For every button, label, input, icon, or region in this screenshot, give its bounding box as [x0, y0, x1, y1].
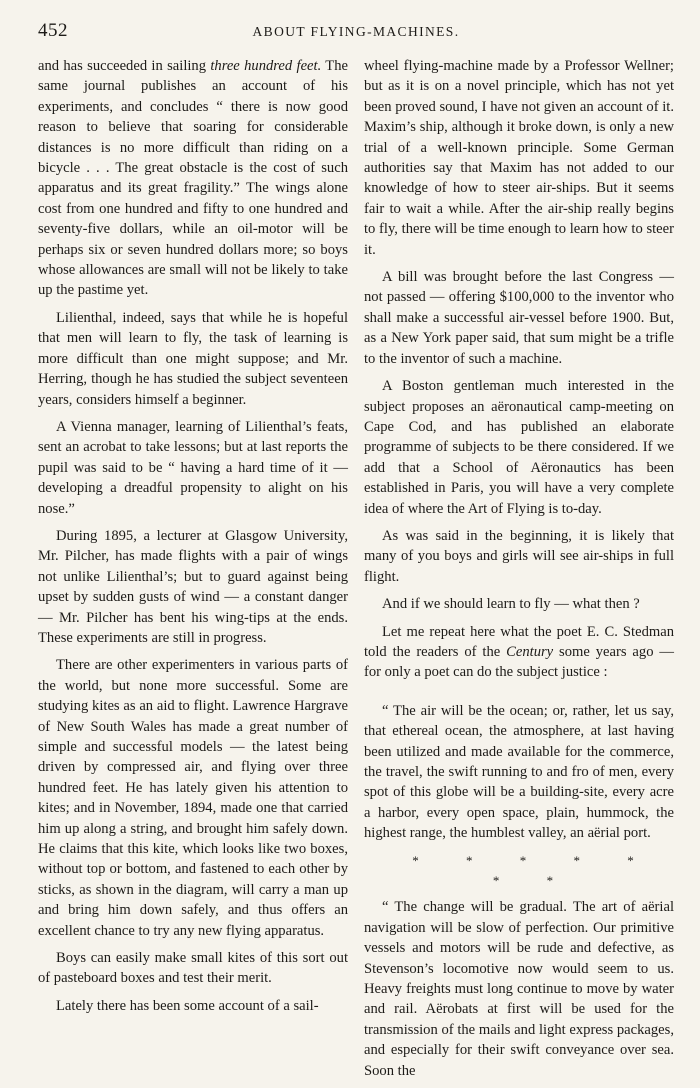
running-head: ABOUT FLYING-MACHINES.	[252, 24, 460, 39]
emphasis: Century	[506, 643, 554, 660]
page-number: 452	[38, 20, 68, 41]
paragraph: And if we should learn to fly — what then ?	[382, 596, 640, 613]
paragraph: As was said in the beginning, it is likely that many of you boys and girls will see air-ships in full flight.	[364, 527, 674, 585]
paragraph: Lilienthal, indeed, says that while he is hopeful that men will learn to fly, the task of learning is more difficult than one might suppose; and Mr. Herring, though he has studied the subject seventeen years, considers himself a beginner.	[38, 309, 348, 408]
text-columns	[38, 56, 674, 1088]
paragraph: and has succeeded in sailing three hundred feet. The same journal publishes an account of his experiments, and concludes “ there is now good reason to believe that soaring for considerable distances is no more difficult than riding on a bicycle . . . The great obstacle is the cost of such apparatus and its great fragility.” The wings alone cost from one hundred and fifty to one hundred and seventy-five dollars, while an oil-motor will be perhaps six or seven hundred dollars more; so boys whose allowances are small will not be likely to take up the pastime yet.	[38, 58, 348, 299]
paragraph: Lately there has been some account of a sail-	[56, 997, 319, 1014]
left-column	[38, 56, 348, 1088]
block-quote: “ The air will be the ocean; or, rather, let us say, that ethereal ocean, the atmosphere, at last having been utilized and made available for the commerce, the travel, the swift running to and fro of men, every spot of this globe will be a building-site, every acre a harbor, every open space, plain, hummock, the highest range, the humblest valley, an aërial port.	[364, 702, 674, 842]
paragraph: A Vienna manager, learning of Lilienthal’s feats, sent an acrobat to take lessons; but at last reports the pupil was said to be “ having a hard time of it — developing a dreadful propensity to alight on his nose.”	[38, 418, 348, 517]
page-header	[38, 18, 674, 44]
paragraph: wheel flying-machine made by a Professor Wellner; but as it is on a novel principle, which has not yet been proved sound, I have not given an account of it. Maxim’s ship, although it broke down, is only a new trial of a well-known principle. Some German authorities say that Maxim has not added to our knowledge of how to steer air-ships. But it seems fair to wait a while. After the air-ship really begins to fly, there will be time enough to learn how to steer it.	[364, 58, 674, 258]
paragraph: Boys can easily make small kites of this sort out of pasteboard boxes and test their merit.	[38, 950, 348, 987]
paragraph: A bill was brought before the last Congress — not passed — offering $100,000 to the inventor who shall make a successful air-vessel before 1900. But, as a New York paper said, that sum might be a trifle to the inventor of such a machine.	[364, 269, 674, 367]
block-quote: “ The change will be gradual. The art of aërial navigation will be slow of perfection. Our primitive vessels and motors will be rude and defective, as Stevenson’s locomotive now would seem to us. Heavy freights must long continue to move by water and rail. Aërobats at first will be used for the transmission of the mails and light express packages, and especially for their swift conveyance over sea. Soon the	[364, 899, 674, 1079]
right-column	[364, 56, 674, 1088]
emphasis: three hundred feet.	[210, 58, 322, 74]
paragraph: There are other experimenters in various parts of the world, but none more successful. Some are studying kites as an aid to flight. Lawrence Hargrave of New South Wales has made a great number of simple and successful models — the latest being driven by compressed air, and flying over three hundred feet. He has lately given his attention to kites; and in November, 1894, made one that carried him up along a string, and brought him safely down. He claims that this kite, which looks like two boxes, without top or bottom, and fastened to each other by sticks, as shown in the diagram, will carry a man up and bring him down safely, and thus offers an excellent chance to try any new flying apparatus.	[38, 657, 348, 939]
asterism: * * * * * * *	[412, 852, 656, 889]
paragraph: Let me repeat here what the poet E. C. Stedman told the readers of the Century some years ago — for only a poet can do the subject justice :	[364, 623, 674, 681]
paragraph: A Boston gentleman much interested in the subject proposes an aëronautical camp-meeting on Cape Cod, and has published an elaborate programme of subjects to be there considered. If we add that a School of Aëronautics has been established in Paris, you will have a very complete idea of where the Art of Flying is to-day.	[364, 378, 674, 517]
paragraph: During 1895, a lecturer at Glasgow University, Mr. Pilcher, has made flights with a pair of wings not unlike Lilienthal’s; but to guard against being upset by sudden gusts of wind — a constant danger — Mr. Pilcher has bent his wing-tips at the ends. These experiments are still in progress.	[38, 527, 348, 646]
